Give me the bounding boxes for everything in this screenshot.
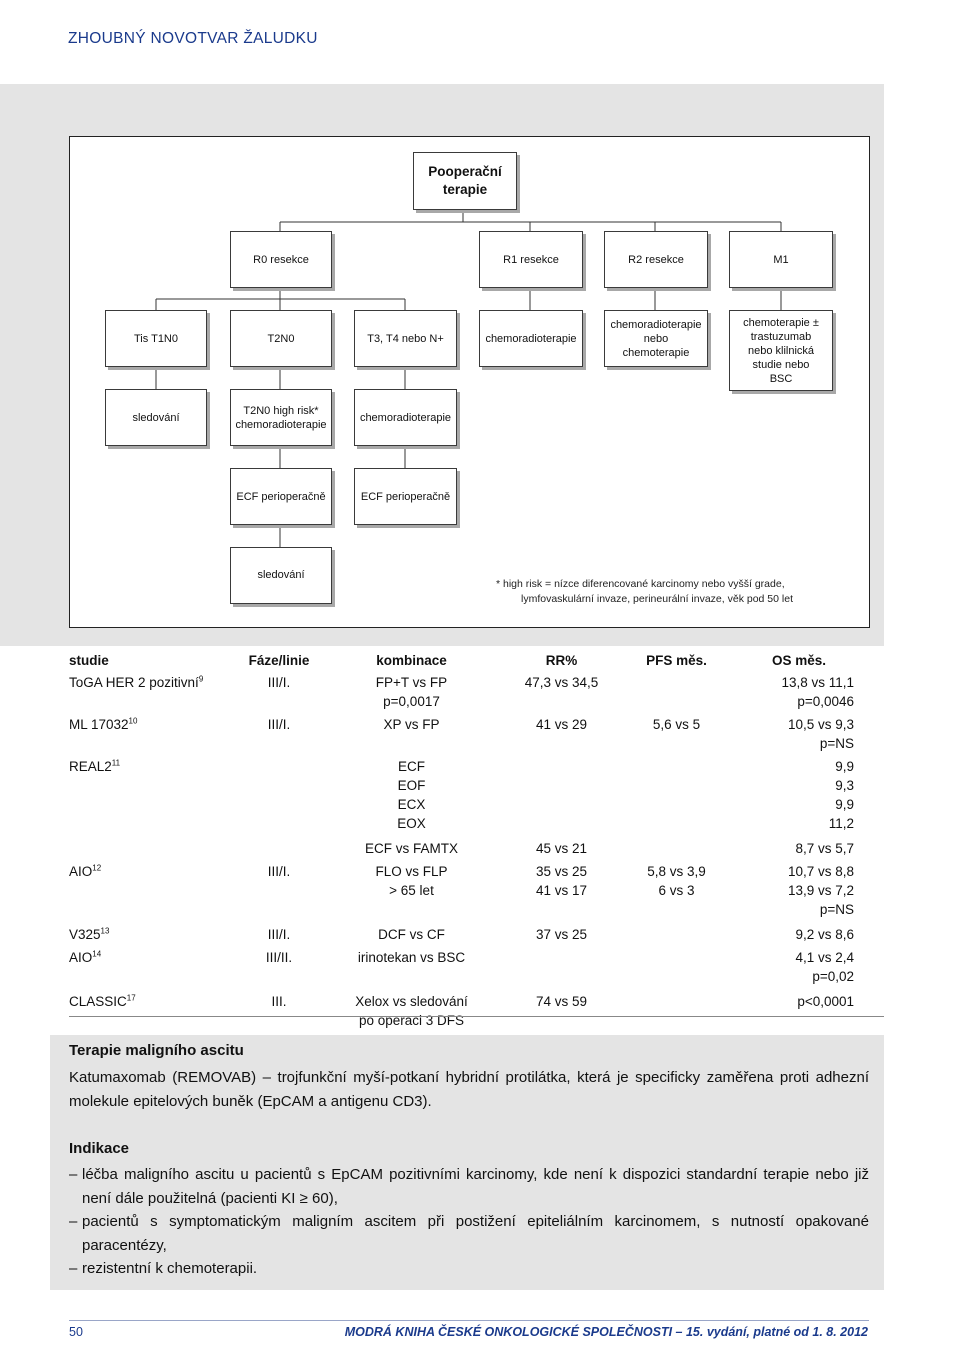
ascit-body: Katumaxomab (REMOVAB) – trojfunkční myší-potkaní hybridní protilátka, která je specificky zaměřena proti adhezní molekule epitelových buněk (EpCAM a antigenu CD3). [69, 1069, 869, 1110]
flow-box-r1-resekce: R1 resekce [479, 231, 583, 288]
study-os: 10,7 vs 8,8 13,9 vs 7,2 p=NS [787, 864, 854, 917]
study-reference: 13 [100, 926, 110, 936]
flow-box-r2-resekce: R2 resekce [604, 231, 708, 288]
study-phase [239, 757, 319, 839]
study-name [69, 715, 239, 757]
col-header-os: OS měs. [771, 652, 827, 668]
study-name-text: ToGA HER 2 pozitivní [69, 675, 199, 690]
table-row [69, 715, 864, 757]
study-pfs [619, 948, 734, 992]
study-rr: 41 vs 29 [535, 717, 588, 732]
table-row [69, 992, 864, 1034]
study-combination: FLO vs FLP > 65 let [375, 864, 448, 898]
indikace-title: Indikace [69, 1140, 130, 1157]
table-row [69, 948, 864, 992]
flow-box-ecf-perioperacne-1: ECF perioperačně [230, 468, 332, 525]
study-name-text: ML 17032 [69, 717, 129, 732]
table-row [69, 839, 864, 862]
study-phase [239, 839, 319, 862]
study-phase: III/I. [267, 864, 291, 879]
study-combination: ECF vs FAMTX [364, 841, 458, 856]
study-pfs [619, 925, 734, 948]
flow-box-ecf-perioperacne-2: ECF perioperačně [354, 468, 457, 525]
study-rr [504, 948, 619, 992]
flow-box-pooperacni-terapie: Pooperační terapie [413, 152, 517, 210]
flowchart-footnote-line2: lymfovaskulární invaze, perineurální invaze, věk pod 50 let [521, 593, 793, 605]
list-item: – pacientů s symptomatickým maligním ascitem při postižení epiteliálním karcinomem, s nutností opakované paracentézy, [69, 1213, 869, 1254]
study-name-text: AIO [69, 864, 93, 879]
study-pfs: 5,6 vs 5 [652, 717, 701, 732]
flow-box-m1: M1 [729, 231, 833, 288]
footer-title: MODRÁ KNIHA ČESKÉ ONKOLOGICKÉ SPOLEČNOSTI – 15. vydání, platné od 1. 8. 2012 [344, 1325, 868, 1339]
study-name [69, 992, 239, 1034]
flow-box-t3-t4-n: T3, T4 nebo N+ [354, 310, 457, 367]
study-phase: III/I. [267, 927, 291, 942]
study-pfs: 5,8 vs 3,9 6 vs 3 [647, 864, 706, 898]
study-os: 9,2 vs 8,6 [795, 927, 854, 942]
study-combination: Xelox vs sledování po operaci 3 DFS [355, 994, 468, 1028]
footer-rule [69, 1320, 869, 1321]
study-rr: 37 vs 25 [535, 927, 588, 942]
indikace-item-text: léčba maligního ascitu u pacientů s EpCAM pozitivními karcinomy, kde není k dispozici standardní terapie nebo již není dále použitelná (pacienti KI ≥ 60), [82, 1166, 869, 1207]
ascit-title: Terapie maligního ascitu [69, 1042, 244, 1059]
study-rr [504, 757, 619, 839]
study-combination: ECF EOF ECX EOX [397, 759, 426, 831]
study-pfs [619, 673, 734, 715]
studies-table-header [69, 650, 864, 673]
study-reference: 10 [128, 716, 138, 726]
page-number: 50 [69, 1325, 83, 1339]
study-rr: 74 vs 59 [535, 994, 588, 1009]
study-os: 4,1 vs 2,4 p=0,02 [795, 950, 854, 984]
study-rr: 35 vs 25 41 vs 17 [535, 864, 588, 898]
flow-box-m1-chemoterapie: chemoterapie ± trastuzumab nebo klilnická studie nebo BSC [729, 310, 833, 391]
study-os: 9,9 9,3 9,9 11,2 [828, 759, 854, 831]
page-header-title: ZHOUBNÝ NOVOTVAR ŽALUDKU [68, 30, 318, 47]
flow-box-sledovani: sledování [105, 389, 207, 446]
study-name-text: CLASSIC [69, 994, 127, 1009]
study-pfs [619, 757, 734, 839]
table-row [69, 862, 864, 925]
study-name [69, 925, 239, 948]
flow-box-r1-chemoradioterapie: chemoradioterapie [479, 310, 583, 367]
study-reference: 12 [92, 863, 102, 873]
flow-box-tis-t1n0: Tis T1N0 [105, 310, 207, 367]
study-combination: FP+T vs FP p=0,0017 [375, 675, 448, 709]
study-name [69, 948, 239, 992]
study-name [69, 862, 239, 925]
indikace-item-text: rezistentní k chemoterapii. [82, 1260, 258, 1277]
table-row [69, 925, 864, 948]
flow-box-sledovani-final: sledování [230, 547, 332, 604]
flow-box-r0-resekce: R0 resekce [230, 231, 332, 288]
flow-box-r2-chemo: chemoradioterapie nebo chemoterapie [604, 310, 708, 367]
study-combination: DCF vs CF [378, 927, 445, 942]
study-name [69, 673, 239, 715]
study-name [69, 839, 239, 862]
list-item: – rezistentní k chemoterapii. [69, 1260, 258, 1277]
study-phase: III/I. [267, 717, 291, 732]
flowchart-footnote-line1: * high risk = nízce diferencované karcinomy nebo vyšší grade, [496, 578, 785, 590]
study-rr: 45 vs 21 [535, 841, 588, 856]
flow-box-t2n0-high-risk: T2N0 high risk* chemoradioterapie [230, 389, 332, 446]
col-header-rr: RR% [545, 652, 578, 668]
table-row [69, 673, 864, 715]
flow-box-t3t4-chemoradioterapie: chemoradioterapie [354, 389, 457, 446]
studies-table [69, 650, 864, 1034]
flow-box-t2n0: T2N0 [230, 310, 332, 367]
flowchart-footnote [496, 577, 793, 607]
indikace-item-text: pacientů s symptomatickým maligním ascitem při postižení epiteliálním karcinomem, s nutností opakované paracentézy, [82, 1213, 869, 1254]
study-name-text: REAL2 [69, 759, 112, 774]
study-reference: 14 [92, 949, 102, 959]
study-os: 10,5 vs 9,3 p=NS [787, 717, 854, 751]
study-reference: 11 [111, 758, 121, 768]
col-header-studie: studie [69, 652, 109, 668]
study-os: p<0,0001 [797, 994, 854, 1009]
table-bottom-rule [69, 1016, 884, 1017]
study-os: 8,7 vs 5,7 [795, 841, 854, 856]
study-name-text: AIO [69, 950, 93, 965]
col-header-kombinace: kombinace [376, 652, 447, 668]
study-reference: 17 [126, 993, 136, 1003]
study-phase: III/I. [267, 675, 291, 690]
study-name-text: V325 [69, 927, 101, 942]
study-pfs [619, 992, 734, 1034]
col-header-faze: Fáze/linie [248, 652, 310, 668]
col-header-pfs: PFS měs. [646, 652, 707, 668]
study-combination: XP vs FP [383, 717, 440, 732]
indikace-list [69, 1163, 869, 1281]
study-pfs [619, 839, 734, 862]
study-phase: III/II. [265, 950, 293, 965]
table-row [69, 757, 864, 839]
study-combination: irinotekan vs BSC [357, 950, 466, 965]
study-name [69, 757, 239, 839]
study-rr: 47,3 vs 34,5 [524, 675, 599, 690]
study-phase: III. [271, 994, 287, 1009]
study-os: 13,8 vs 11,1 p=0,0046 [781, 675, 854, 709]
list-item: – léčba maligního ascitu u pacientů s EpCAM pozitivními karcinomy, kde není k dispozici standardní terapie nebo již není dále použitelná (pacienti KI ≥ 60), [69, 1166, 869, 1207]
study-reference: 9 [198, 674, 204, 684]
